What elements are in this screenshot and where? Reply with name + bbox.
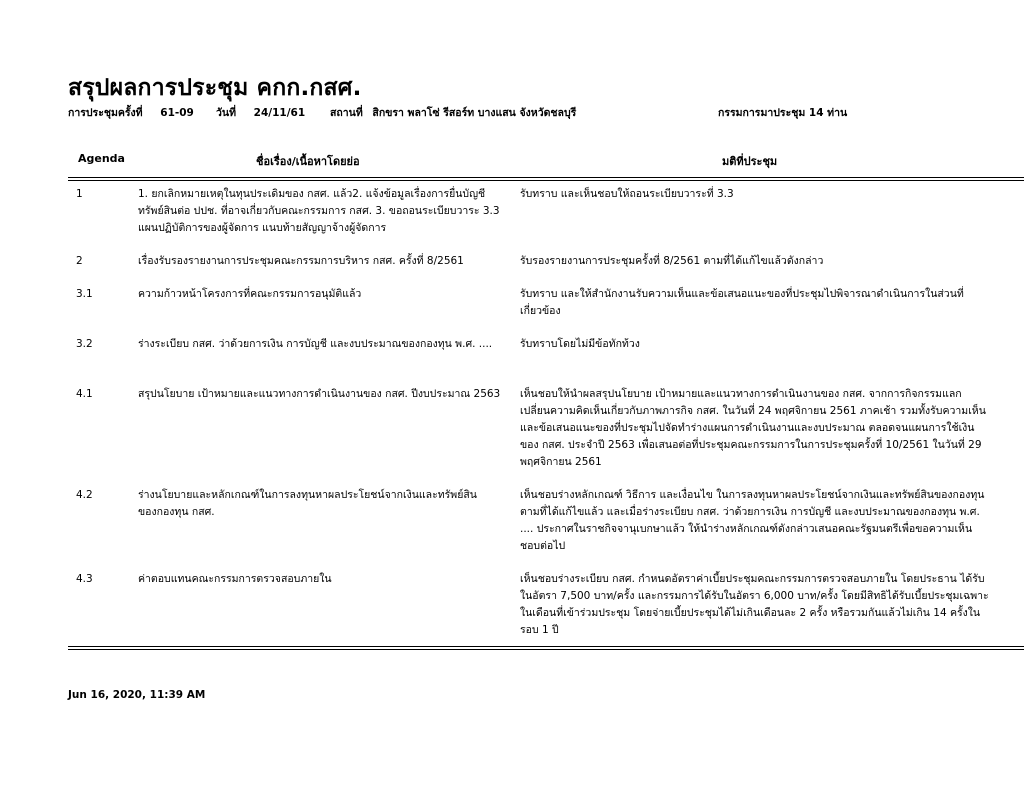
agenda-number: 3.1 xyxy=(76,288,93,300)
meeting-date xyxy=(216,104,305,121)
meeting-no-label: การประชุมครั้งที่ xyxy=(68,107,143,119)
meeting-no-value: 61-09 xyxy=(160,107,194,119)
agenda-resolution: รับทราบ และให้สำนักงานรับความเห็นและข้อเสนอแนะของที่ประชุมไปพิจารณาดำเนินการในส่วนที่เกี่ยวข้อง xyxy=(520,288,964,317)
agenda-number: 4.2 xyxy=(76,489,93,501)
agenda-resolution: รับรองรายงานการประชุมครั้งที่ 8/2561 ตามที่ได้แก้ไขแล้วดังกล่าว xyxy=(520,255,824,267)
meeting-place xyxy=(330,104,576,121)
print-timestamp: Jun 16, 2020, 11:39 AM xyxy=(68,689,206,701)
place-value: สิกขรา พลาโซ่ รีสอร์ท บางแสน จังหวัดชลบุรี xyxy=(372,107,577,119)
agenda-number: 4.3 xyxy=(76,573,93,585)
agenda-subject: ร่างระเบียบ กสศ. ว่าด้วยการเงิน การบัญชี และงบประมาณของกองทุน พ.ศ. .... xyxy=(138,338,493,350)
page-title: สรุปผลการประชุม คกก.กสศ. xyxy=(68,75,362,101)
agenda-resolution: เห็นชอบให้นำผลสรุปนโยบาย เป้าหมายและแนวทางการดำเนินงานของ กสศ. จากการกิจกรรมแลกเปลี่ยนความคิดเห็นเกี่ยวกับภาพภารกิจ กสศ. ในวันที่ 24 พฤศจิกายน 2561 ภาคเช้า รวมทั้งรับความเห็นและข้อเสนอแนะของที่ประชุมไปจัดทำร่างแผนการดำเนินงานและงบประมาณ ตลอดจนแผนการใช้เงิน ของ กสศ. ประจำปี 2563 เพื่อเสนอต่อที่ประชุมคณะกรรมการในการประชุมครั้งที่ 10/2561 ในวันที่ 29 พฤศจิกายน 2561 xyxy=(520,388,986,468)
agenda-number: 4.1 xyxy=(76,388,93,400)
header-subject: ชื่อเรื่อง/เนื้อหาโดยย่อ xyxy=(256,155,360,168)
agenda-number: 2 xyxy=(76,255,83,267)
table-bottom-divider xyxy=(68,646,1024,647)
meeting-meta xyxy=(68,104,194,121)
agenda-number: 3.2 xyxy=(76,338,93,350)
date-value: 24/11/61 xyxy=(253,107,306,119)
agenda-subject: ความก้าวหน้าโครงการที่คณะกรรมการอนุมัติแล้ว xyxy=(138,288,362,300)
agenda-resolution: รับทราบโดยไม่มีข้อทักท้วง xyxy=(520,338,640,350)
agenda-subject: 1. ยกเลิกหมายเหตุในทุนประเดิมของ กสศ. แล้ว2. แจ้งข้อมูลเรื่องการยื่นบัญชีทรัพย์สินต่อ ปปช. ที่อาจเกี่ยวกับคณะกรรมการ กสศ. 3. ขอถอนระเบียบวาระ 3.3 แผนปฏิบัติการของผู้จัดการ แนบท้ายสัญญาจ้างผู้จัดการ xyxy=(138,188,500,234)
agenda-resolution: เห็นชอบร่างระเบียบ กสศ. กำหนดอัตราค่าเบี้ยประชุมคณะกรรมการตรวจสอบภายใน โดยประธาน ได้รับในอัตรา 7,500 บาท/ครั้ง และกรรมการได้รับในอัตรา 6,000 บาท/ครั้ง โดยมีสิทธิได้รับเบี้ยประชุมเฉพาะในเดือนที่เข้าร่วมประชุม โดยจ่ายเบี้ยประชุมได้ไม่เกินเดือนละ 2 ครั้ง หรือรวมกันแล้วไม่เกิน 14 ครั้งในรอบ 1 ปี xyxy=(520,573,989,636)
attendees: กรรมการมาประชุม 14 ท่าน xyxy=(718,107,848,119)
header-resolution: มติที่ประชุม xyxy=(722,155,778,168)
header-agenda: Agenda xyxy=(78,152,125,165)
agenda-number: 1 xyxy=(76,188,83,200)
agenda-subject: เรื่องรับรองรายงานการประชุมคณะกรรมการบริหาร กสศ. ครั้งที่ 8/2561 xyxy=(138,255,464,267)
agenda-resolution: รับทราบ และเห็นชอบให้ถอนระเบียบวาระที่ 3.3 xyxy=(520,188,734,200)
agenda-subject: ร่างนโยบายและหลักเกณฑ์ในการลงทุนหาผลประโยชน์จากเงินและทรัพย์สินของกองทุน กสศ. xyxy=(138,489,477,518)
date-label: วันที่ xyxy=(216,107,236,119)
place-label: สถานที่ xyxy=(330,107,363,119)
agenda-subject: ค่าตอบแทนคณะกรรมการตรวจสอบภายใน xyxy=(138,573,332,585)
agenda-resolution: เห็นชอบร่างหลักเกณฑ์ วิธีการ และเงื่อนไข ในการลงทุนหาผลประโยชน์จากเงินและทรัพย์สินของกองทุน ตามที่ได้แก้ไขแล้ว และเมื่อร่างระเบียบ กสศ. ว่าด้วยการเงิน การบัญชี และงบประมาณของกองทุน พ.ศ. .... ประกาศในราชกิจจานุเบกษาแล้ว ให้นำร่างหลักเกณฑ์ดังกล่าวเสนอคณะรัฐมนตรีเพื่อขอความเห็นชอบต่อไป xyxy=(520,489,985,552)
agenda-subject: สรุปนโยบาย เป้าหมายและแนวทางการดำเนินงานของ กสศ. ปีงบประมาณ 2563 xyxy=(138,388,501,400)
table-bottom-divider-second xyxy=(68,649,1024,650)
header-divider-bottom xyxy=(68,180,1024,181)
header-divider-top xyxy=(68,177,1024,178)
